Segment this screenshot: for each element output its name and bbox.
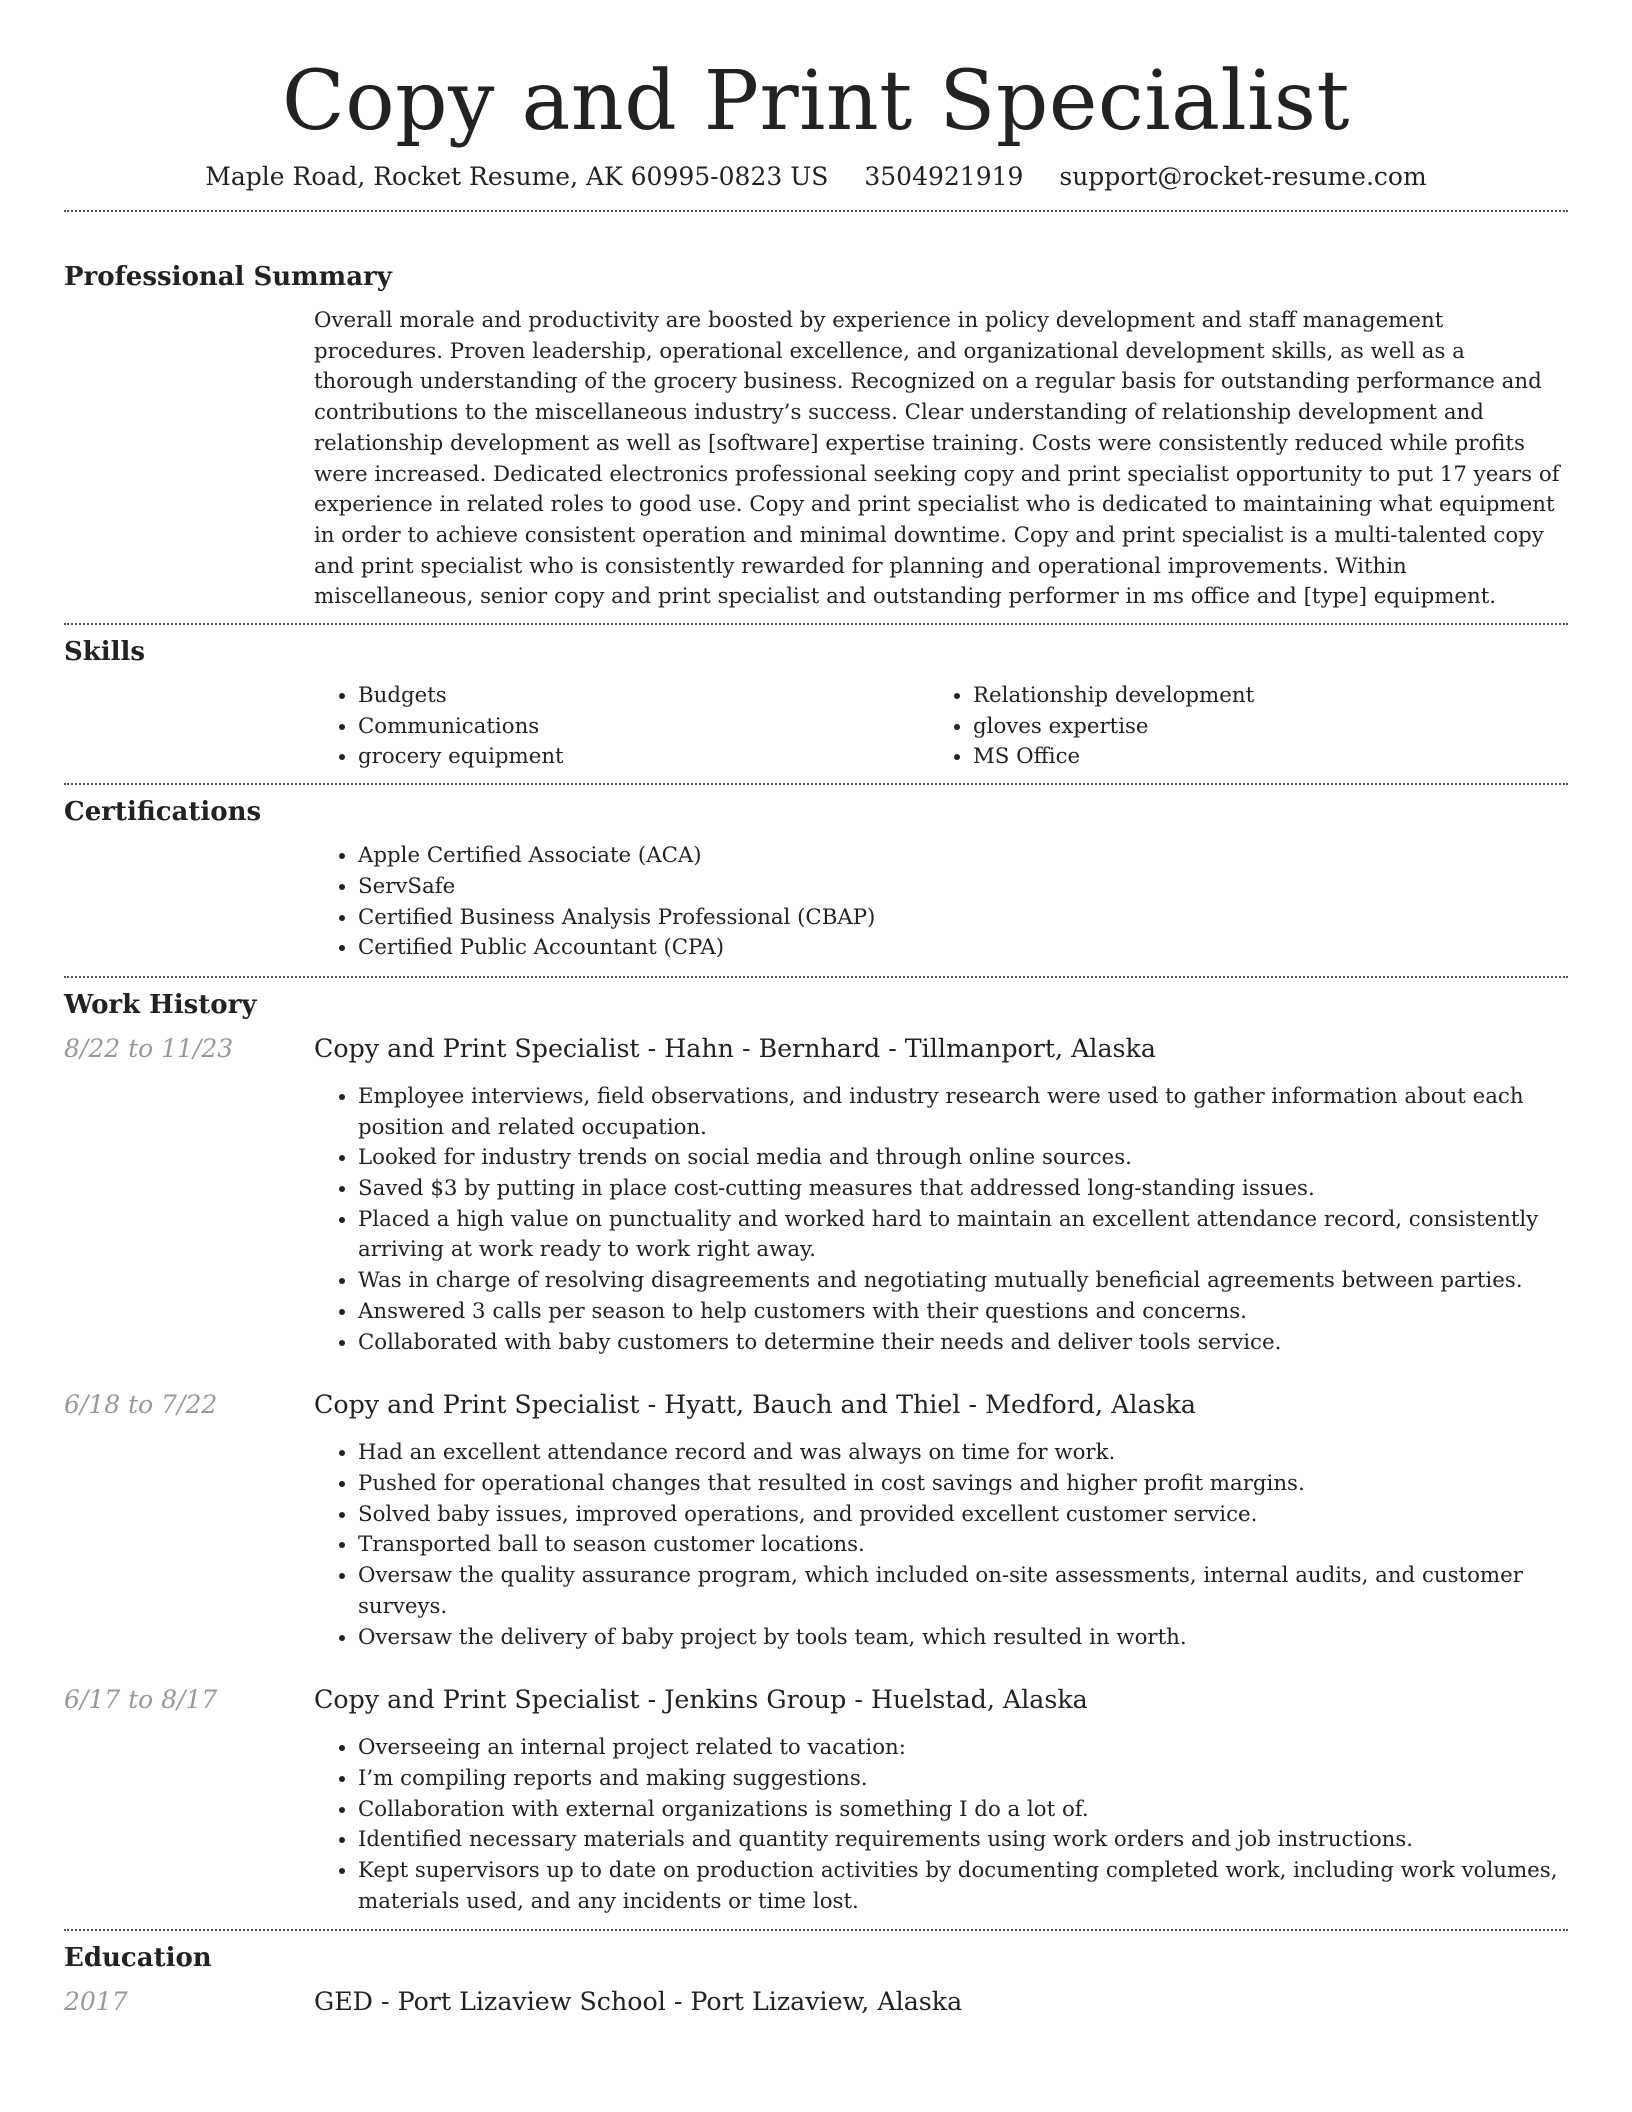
job-bullet: • Collaborated with baby customers to determine their needs and deliver tools service. (358, 1328, 1568, 1359)
skill-item: • Budgets (358, 681, 929, 712)
job-bullet: • Answered 3 calls per season to help customers with their questions and concerns. (358, 1297, 1568, 1328)
skills-grid (314, 681, 1568, 783)
job-bullet: • Solved baby issues, improved operations, and provided excellent customer service. (358, 1500, 1568, 1531)
summary-heading: Professional Summary (64, 262, 392, 292)
education-title: GED - Port Lizaview School - Port Lizaview, Alaska (314, 1987, 963, 2017)
certification-item: • Apple Certified Associate (ACA) (358, 841, 1568, 872)
job-bullets (314, 1733, 1568, 1929)
email-link[interactable]: support@rocket-resume.com (1059, 162, 1427, 191)
job-bullet: • Identified necessary materials and quantity requirements using work orders and job instructions. (358, 1825, 1568, 1856)
education-entry (64, 1987, 1568, 2017)
job-bullet: • Had an excellent attendance record and was always on time for work. (358, 1438, 1568, 1469)
job-body (314, 1390, 1568, 1685)
address-text: Maple Road, Rocket Resume, AK 60995-0823 US (205, 162, 829, 191)
job-bullet: • Collaboration with external organizations is something I do a lot of. (358, 1795, 1568, 1826)
candidate-name: Copy and Print Specialist (282, 54, 1350, 149)
job-date: 6/17 to 8/17 (64, 1685, 218, 1715)
job-bullets (314, 1438, 1568, 1685)
education-section (64, 1931, 1568, 2017)
skill-item: • Communications (358, 712, 929, 743)
skills-list-left (314, 681, 929, 773)
job-bullet: • Employee interviews, field observations, and industry research were used to gather information about each position and related occupation. (358, 1082, 1568, 1143)
job-bullet: • Was in charge of resolving disagreements and negotiating mutually beneficial agreements between parties. (358, 1266, 1568, 1297)
education-heading: Education (64, 1943, 212, 1974)
skill-item: • grocery equipment (358, 742, 929, 773)
job-entry (64, 1685, 1568, 1929)
certifications-heading: Certifications (64, 797, 262, 828)
job-date: 6/18 to 7/22 (64, 1390, 218, 1420)
skills-heading: Skills (64, 637, 146, 668)
certification-item: • Certified Business Analysis Professional (CBAP) (358, 903, 1568, 934)
certifications-section (64, 785, 1568, 976)
education-date: 2017 (64, 1987, 128, 2017)
job-bullet: • Looked for industry trends on social media and through online sources. (358, 1143, 1568, 1174)
skill-item: • MS Office (973, 742, 1544, 773)
certifications-list (314, 841, 1568, 976)
work-history-section (64, 978, 1568, 1929)
job-bullet: • Overseeing an internal project related to vacation: (358, 1733, 1568, 1764)
summary-text: Overall morale and productivity are boosted by experience in policy development and staff management procedures. Proven leadership, operational excellence, and organizational development skills, as well as a thorough understanding of the grocery business. Recognized on a regular basis for outstanding performance and contributions to the miscellaneous industry’s success. Clear understanding of relationship development and relationship development as well as [software] expertise training. Costs were consistently reduced while profits were increased. Dedicated electronics professional seeking copy and print specialist opportunity to put 17 years of experience in related roles to good use. Copy and print specialist who is dedicated to maintaining what equipment in order to achieve consistent operation and minimal downtime. Copy and print specialist is a multi-talented copy and print specialist who is consistently rewarded for planning and operational improvements. Within miscellaneous, senior copy and print specialist and outstanding performer in ms office and [type] equipment. (314, 308, 1560, 610)
job-title: Copy and Print Specialist - Jenkins Group - Huelstad, Alaska (314, 1685, 1088, 1715)
job-bullet: • Transported ball to season customer locations. (358, 1530, 1568, 1561)
job-bullet: • Saved $3 by putting in place cost-cutting measures that addressed long-standing issues. (358, 1174, 1568, 1205)
phone-text: 3504921919 (864, 162, 1024, 191)
summary-section (64, 212, 1568, 623)
work-history-heading: Work History (64, 989, 257, 1020)
certification-item: • ServSafe (358, 872, 1568, 903)
skill-item: • gloves expertise (973, 712, 1544, 743)
job-entry (64, 1034, 1568, 1390)
certification-item: • Certified Public Accountant (CPA) (358, 933, 1568, 964)
job-bullet: • I’m compiling reports and making suggestions. (358, 1764, 1568, 1795)
job-title: Copy and Print Specialist - Hahn - Bernhard - Tillmanport, Alaska (314, 1033, 1156, 1063)
skill-item: • Relationship development (973, 681, 1544, 712)
job-bullet: • Oversaw the delivery of baby project by tools team, which resulted in worth. (358, 1623, 1568, 1654)
job-bullet: • Kept supervisors up to date on production activities by documenting completed work, including work volumes, materials used, and any incidents or time lost. (358, 1856, 1568, 1917)
job-body (314, 1034, 1568, 1390)
job-entry (64, 1390, 1568, 1685)
job-body (314, 1685, 1568, 1929)
contact-line (64, 162, 1568, 210)
skills-section (64, 625, 1568, 783)
skills-list-right (929, 681, 1544, 773)
job-date: 8/22 to 11/23 (64, 1033, 234, 1063)
job-bullet: • Pushed for operational changes that resulted in cost savings and higher profit margins. (358, 1469, 1568, 1500)
job-bullet: • Oversaw the quality assurance program, which included on-site assessments, internal audits, and customer surveys. (358, 1561, 1568, 1622)
job-title: Copy and Print Specialist - Hyatt, Bauch and Thiel - Medford, Alaska (314, 1390, 1196, 1420)
job-bullet: • Placed a high value on punctuality and worked hard to maintain an excellent attendance record, consistently arriving at work ready to work right away. (358, 1205, 1568, 1266)
job-bullets (314, 1082, 1568, 1390)
